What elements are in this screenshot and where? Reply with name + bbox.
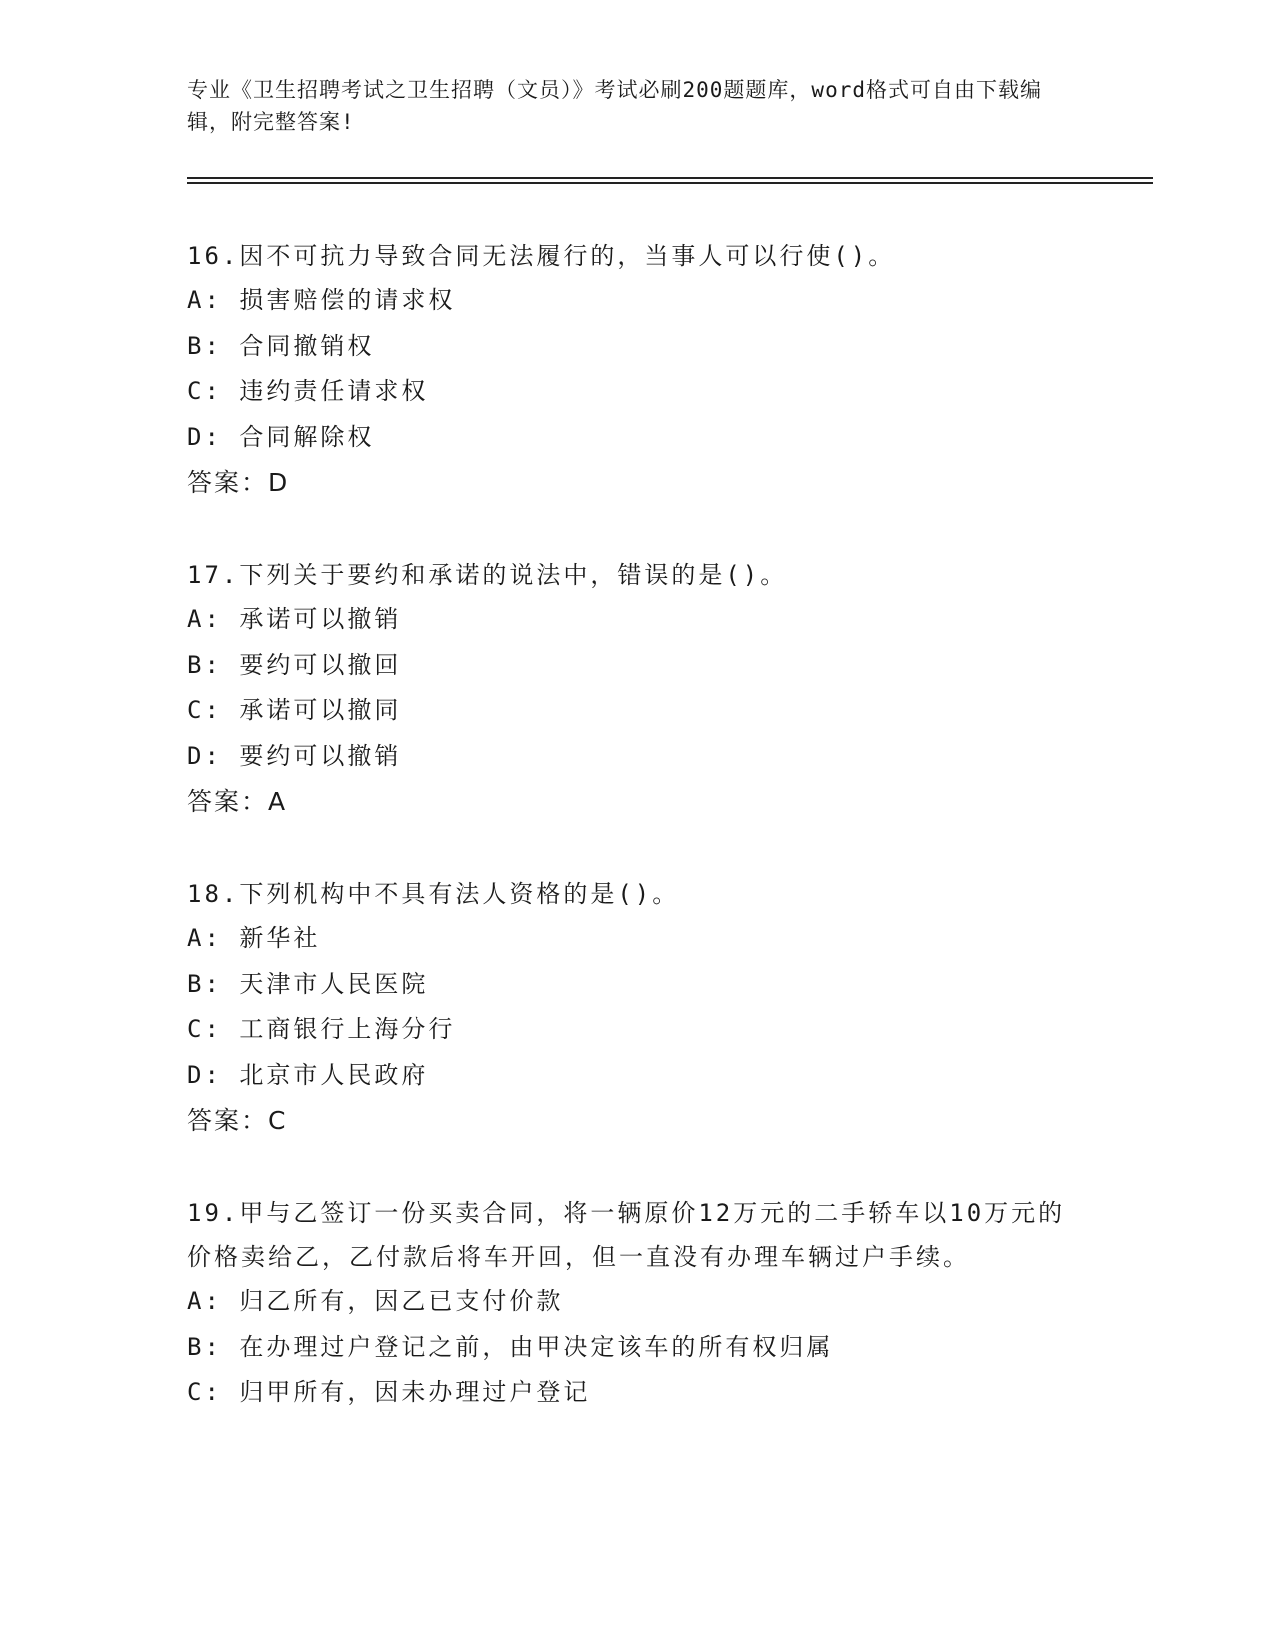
question-17: [187, 553, 1087, 825]
question-18: [187, 872, 1087, 1144]
document-header: 专业《卫生招聘考试之卫生招聘（文员）》考试必刷200题题库，word格式可自由下载编辑，附完整答案!: [187, 78, 1042, 134]
question-16: [187, 234, 1087, 506]
option-a: A: 承诺可以撤销: [187, 605, 402, 633]
option-b: B: 要约可以撤回: [187, 650, 402, 679]
option-b: B: 在办理过户登记之前，由甲决定该车的所有权归属: [187, 1332, 834, 1361]
option-c: C: 工商银行上海分行: [187, 1015, 456, 1043]
option-b: B: 天津市人民医院: [187, 969, 429, 998]
question-stem: 18.下列机构中不具有法人资格的是()。: [187, 880, 680, 908]
option-c: C: 违约责任请求权: [187, 377, 429, 405]
question-19: [187, 1191, 1087, 1416]
question-stem: 16.因不可抗力导致合同无法履行的，当事人可以行使()。: [187, 242, 896, 270]
answer-line: 答案：C: [187, 1106, 288, 1135]
question-stem: 19.甲与乙签订一份买卖合同，将一辆原价12万元的二手轿车以10万元的价格卖给乙，乙付款后将车开回，但一直没有办理车辆过户手续。: [187, 1199, 1066, 1271]
option-b: B: 合同撤销权: [187, 331, 375, 360]
option-a: A: 新华社: [187, 924, 321, 952]
header-divider-bottom: [187, 182, 1153, 184]
answer-line: 答案：A: [187, 787, 288, 816]
option-a: A: 归乙所有，因乙已支付价款: [187, 1287, 564, 1315]
option-d: D: 要约可以撤销: [187, 741, 402, 770]
header-divider-top: [187, 177, 1153, 179]
question-stem: 17.下列关于要约和承诺的说法中，错误的是()。: [187, 561, 788, 589]
answer-line: 答案：D: [187, 468, 290, 497]
option-c: C: 承诺可以撤同: [187, 696, 402, 724]
option-d: D: 合同解除权: [187, 422, 375, 451]
option-a: A: 损害赔偿的请求权: [187, 286, 456, 314]
option-c: C: 归甲所有，因未办理过户登记: [187, 1378, 591, 1406]
option-d: D: 北京市人民政府: [187, 1060, 429, 1089]
